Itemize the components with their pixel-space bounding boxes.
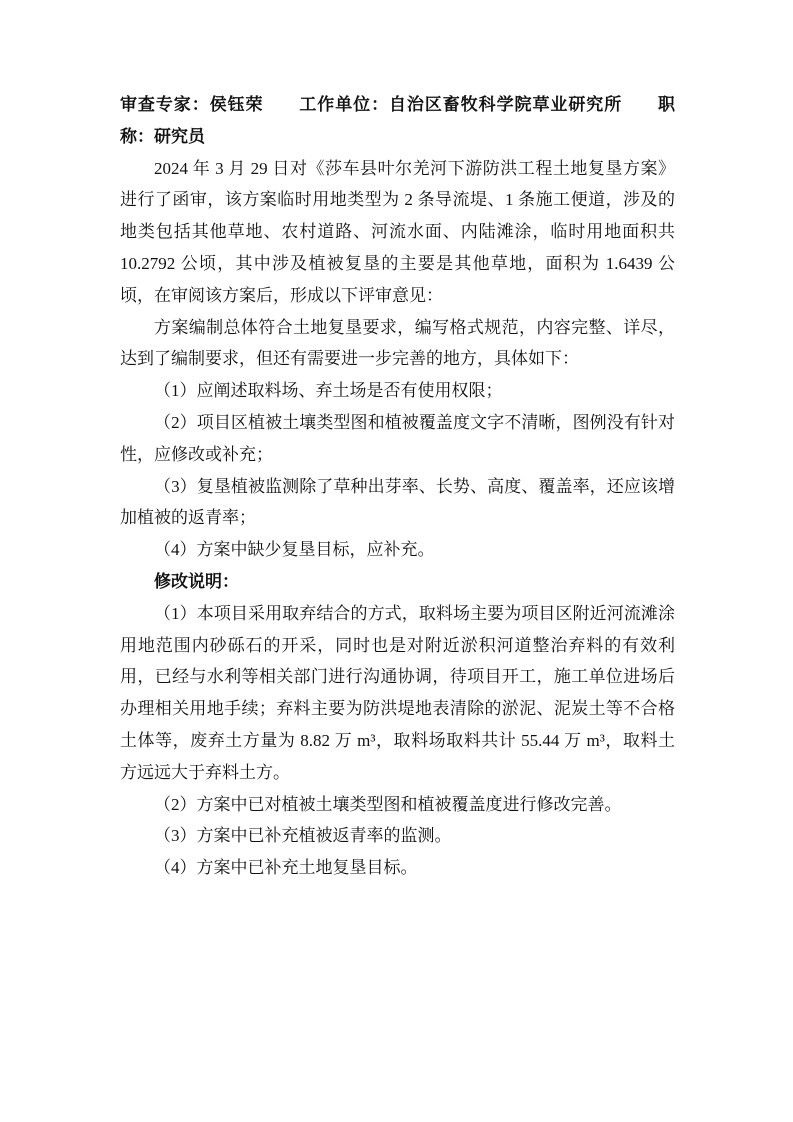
revision-item-1: （1）本项目采用取弃结合的方式，取料场主要为项目区附近河流滩涂用地范围内砂砾石的开采，同时也是对附近淤积河道整治弃料的有效利用，已经与水利等相关部门进行沟通协调，待项目开工，施工单位进场后办理相关用地手续；弃料主要为防洪堤地表清除的淤泥、泥炭土等不合格土体等，废弃土方量为 8.82 万 m³，取料场取料共计 55.44 万 m³，取料土方远远大于弃料土方。 (120, 603, 675, 782)
review-issue-4: （4）方案中缺少复垦目标，应补充。 (154, 540, 435, 560)
review-issue-3: （3）复垦植被监测除了草种出芽率、长势、高度、覆盖率，还应该增加植被的返青率； (120, 476, 675, 528)
revision-item-2: （2）方案中已对植被土壤类型图和植被覆盖度进行修改完善。 (154, 794, 622, 814)
revision-item-4: （4）方案中已补充土地复垦目标。 (154, 858, 418, 878)
review-issue-2: （2）项目区植被土壤类型图和植被覆盖度文字不清晰，图例没有针对性，应修改或补充； (120, 412, 675, 464)
intro-paragraph: 2024 年 3 月 29 日对《莎车县叶尔羌河下游防洪工程土地复垦方案》进行了函审，该方案临时用地类型为 2 条导流堤、1 条施工便道，涉及的地类包括其他草地、农村道路、河流水面、内陆滩涂，临时用地面积共 10.2792 公顷，其中涉及植被复垦的主要是其他草地，面积为 1.6439 公顷，在审阅该方案后，形成以下评审意见： (120, 158, 675, 305)
revision-notes-heading: 修改说明： (154, 571, 239, 591)
review-issue-1: （1）应阐述取料场、弃土场是否有使用权限； (154, 381, 503, 401)
overall-assessment-paragraph: 方案编制总体符合土地复垦要求，编写格式规范，内容完整、详尽，达到了编制要求，但还有需要进一步完善的地方，具体如下： (120, 317, 675, 369)
reviewer-info-line: 审查专家：侯钰荣 工作单位：自治区畜牧科学院草业研究所 职称：研究员 (120, 95, 675, 146)
revision-item-3: （3）方案中已补充植被返青率的监测。 (154, 826, 452, 846)
